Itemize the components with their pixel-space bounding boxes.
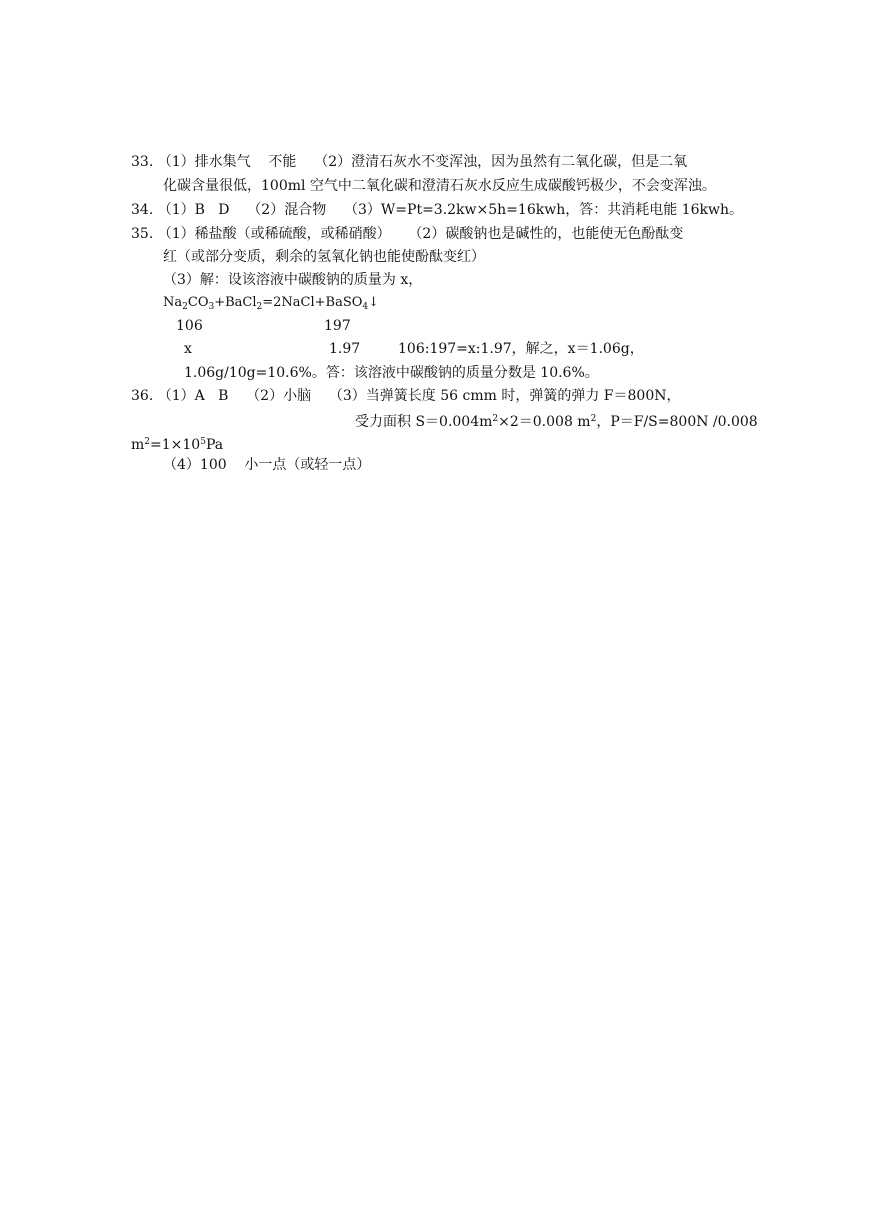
q36-line-1: 36. （1）A B （2）小脑 （3）当弹簧长度 56 cmm 时，弹簧的弹力 F＝800N，	[131, 388, 681, 404]
pressure-value: =1×10	[150, 437, 201, 453]
area-text-2: ×2＝0.008 m	[498, 414, 591, 430]
eq-products: =2NaCl+BaSO	[262, 295, 363, 310]
unit-pa: Pa	[205, 437, 224, 453]
unknown-x: x	[184, 341, 192, 357]
eq-sub-2b: 2	[256, 302, 263, 312]
molar-mass-baso4: 197	[324, 318, 351, 334]
eq-sub-2: 2	[182, 302, 188, 312]
eq-na: Na	[163, 295, 183, 310]
q36-line-2	[355, 410, 758, 431]
q35-line-2: 红（或部分变质，剩余的氢氧化钠也能使酚酞变红）	[163, 249, 485, 265]
q36-line-4: （4）100 小一点（或轻一点）	[163, 457, 371, 473]
chemical-equation	[163, 294, 379, 316]
q35-line-1: 35. （1）稀盐酸（或稀硫酸，或稀硝酸） （2）碳酸钠也是碱性的，也能使无色酚酞变	[131, 226, 684, 242]
eq-sub-4: 4	[362, 302, 369, 312]
q34-line-1: 34. （1）B D （2）混合物 （3）W=Pt=3.2kw×5h=16kwh，答：共消耗电能 16kwh。	[131, 202, 743, 218]
eq-bacl: +BaCl	[214, 295, 257, 310]
sup-5: 5	[200, 437, 206, 447]
sup-2a: 2	[492, 414, 499, 424]
eq-co: CO	[187, 295, 209, 310]
ratio-equation: 106:197=x:1.97，解之，x＝1.06g，	[398, 341, 644, 357]
area-text: 受力面积 S＝0.004m	[355, 414, 493, 430]
sup-2c: 2	[144, 437, 151, 447]
molar-mass-na2co3: 106	[176, 318, 203, 334]
mass-baso4: 1.97	[329, 341, 361, 357]
eq-sub-3: 3	[208, 302, 215, 312]
unit-m: m	[131, 437, 145, 453]
precipitate-arrow: ↓	[368, 295, 380, 310]
q35-line-3: （3）解：设该溶液中碳酸钠的质量为 x，	[163, 272, 423, 288]
pressure-text: ，P＝F/S=800N /0.008	[596, 414, 758, 430]
q35-result: 1.06g/10g=10.6%。答：该溶液中碳酸钠的质量分数是 10.6%。	[184, 365, 599, 381]
sup-2b: 2	[590, 414, 597, 424]
q33-line-2: 化碳含量很低，100ml 空气中二氧化碳和澄清石灰水反应生成碳酸钙极少，不会变浑浊。	[163, 178, 716, 194]
q36-line-3	[131, 433, 223, 454]
q33-line-1: 33. （1）排水集气 不能 （2）澄清石灰水不变浑浊，因为虽然有二氧化碳，但是二氧	[131, 154, 688, 170]
